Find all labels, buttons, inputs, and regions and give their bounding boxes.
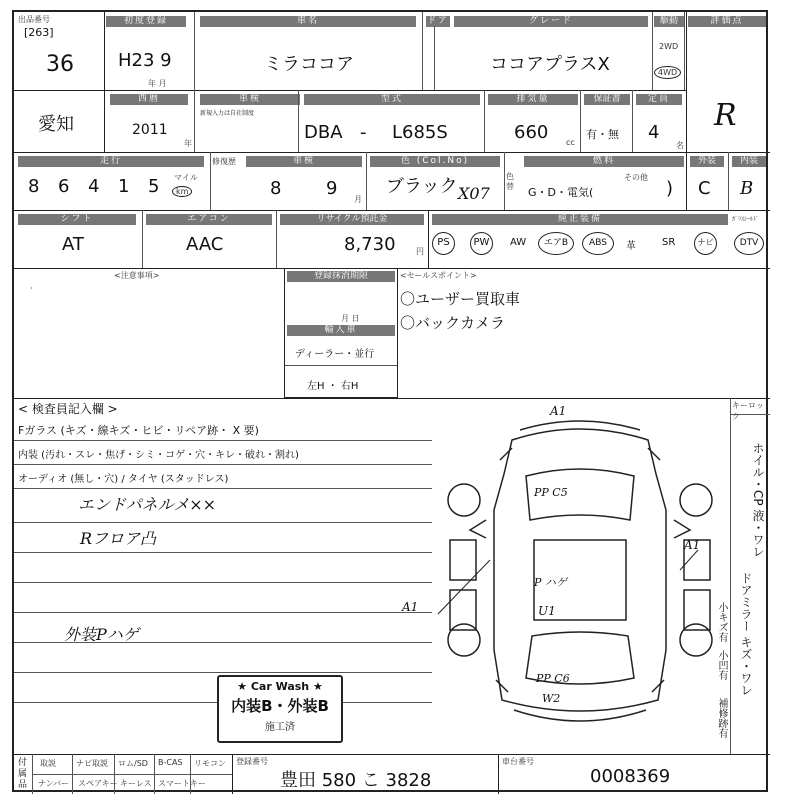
- score-value: R: [714, 98, 737, 133]
- aircon: AAC: [186, 234, 224, 255]
- notes-dot: ·: [30, 284, 33, 293]
- lot-label: 出品番号: [18, 15, 50, 24]
- inspector-label: < 検査員記入欄 >: [18, 402, 118, 416]
- color-name: ブラック: [386, 176, 458, 197]
- mileage-label: 走行: [18, 156, 204, 167]
- mark-left-a1: A1: [402, 600, 419, 614]
- acc-keyless: キーレス: [120, 779, 152, 788]
- name-label: 車名: [200, 16, 416, 27]
- equipment-note: ｶﾞﾗｽｼｰﾙﾄﾞ: [732, 216, 760, 223]
- handwritten-note-2: Rフロア凸: [80, 529, 157, 548]
- registration-box: [284, 268, 398, 398]
- model-prefix: DBA: [304, 122, 343, 143]
- model-dash: -: [360, 122, 367, 143]
- first-reg-units: 年 月: [148, 79, 167, 88]
- accessories-label: 付属品: [18, 758, 28, 790]
- repair-note: 補修跡有: [716, 698, 727, 738]
- displacement: 660: [514, 122, 549, 143]
- capacity-label: 定員: [636, 94, 682, 105]
- fuel: G・D・電気(: [528, 186, 594, 199]
- notes-label: <注意事項>: [114, 271, 160, 280]
- equip-abs: ABS: [582, 232, 614, 255]
- warranty: 有・無: [586, 128, 619, 141]
- dealer-option: ディーラー・並行: [295, 349, 375, 360]
- acc-bcas: B-CAS: [158, 758, 183, 767]
- mileage-digit: 5: [148, 176, 160, 197]
- equip-navi: ナビ: [694, 232, 717, 255]
- sales-label: <セールスポイント>: [400, 271, 477, 280]
- equip-leather: 革: [626, 241, 636, 252]
- year-label: 西暦: [110, 94, 188, 105]
- drive-2wd: 2WD: [659, 42, 679, 51]
- inspection-label-2: 車検: [200, 94, 300, 105]
- inspection-year: 8: [270, 178, 282, 199]
- equip-dtv: DTV: [734, 232, 764, 255]
- recycle-label: リサイクル預託金: [280, 214, 424, 225]
- interior-label: 内装: [732, 156, 766, 167]
- door-label: ドア: [427, 16, 449, 26]
- mileage-digit: 1: [118, 176, 130, 197]
- displacement-unit: cc: [566, 138, 575, 147]
- reg-limit-label: 登録抹消期限: [287, 271, 395, 282]
- auction-sheet: [12, 10, 768, 792]
- sales-point: 〇バックカメラ: [400, 314, 506, 332]
- interior-grade: B: [740, 178, 754, 199]
- shift-label: シフト: [18, 214, 136, 225]
- chassis-number: 0008369: [590, 766, 671, 787]
- small-scratch-note: 小キズ有: [716, 602, 727, 642]
- plate-number: 豊田 580 こ 3828: [280, 770, 432, 791]
- note-small: 新規入力は自社制度: [200, 110, 255, 117]
- equipment-label: 純正装備: [432, 214, 728, 225]
- wheel-note: ホイル・CP 液・ワレ: [751, 442, 765, 558]
- capacity-unit: 名: [676, 141, 684, 150]
- year-unit: 年: [184, 139, 192, 148]
- shift: AT: [62, 234, 84, 255]
- equip-airbag: エアB: [538, 232, 574, 255]
- sales-point: 〇ユーザー買取車: [400, 290, 521, 308]
- mark-roof: P ハゲ: [534, 576, 567, 589]
- acc-navi-manual: ナビ取説: [76, 759, 108, 768]
- first-reg-label: 初度登録: [106, 16, 186, 27]
- mileage-digit: 4: [88, 176, 100, 197]
- line-audio: オーディオ (無し・穴) / タイヤ (スタッドレス): [18, 474, 229, 485]
- chassis-label: 車台番号: [502, 757, 534, 766]
- mileage-unit-km: km: [172, 186, 192, 197]
- model-label: 型式: [304, 94, 480, 105]
- car-name: ミラココア: [264, 54, 354, 75]
- lot-bracket: [263]: [24, 26, 54, 39]
- first-reg: H23 9: [118, 50, 172, 71]
- mileage-unit-mile: マイル: [174, 173, 198, 182]
- warranty-label: 保証書: [584, 94, 630, 105]
- mileage-digit: 8: [28, 176, 40, 197]
- handwritten-note-1: エンドパネルメ××: [78, 495, 217, 514]
- mark-rear: PP C6: [536, 672, 570, 685]
- inspection-month: 9: [326, 178, 338, 199]
- stamp-title: ★ Car Wash ★: [237, 680, 323, 693]
- grade-label: グレード: [454, 16, 648, 27]
- color-change-label: 色替: [506, 172, 514, 191]
- plate-label: 登録番号: [236, 757, 268, 766]
- fuel-other: その他: [624, 173, 648, 182]
- color-label: 色 (Col.No): [370, 156, 500, 167]
- capacity: 4: [648, 122, 660, 143]
- reg-units: 月 日: [341, 314, 360, 323]
- inspection-label-3: 車検: [246, 156, 362, 167]
- acc-smart-key: スマートキー: [158, 779, 206, 788]
- mark-right-a1: A1: [684, 538, 701, 552]
- mark-roof-u1: U1: [538, 604, 556, 618]
- acc-plate: ナンバー: [38, 779, 70, 788]
- mark-rear-w2: W2: [542, 692, 561, 705]
- score-label: 評価点: [688, 16, 766, 27]
- drive-4wd-circled: 4WD: [654, 66, 681, 79]
- acc-rom-sd: ロム/SD: [118, 759, 148, 768]
- mark-front-a1: A1: [550, 404, 567, 418]
- aircon-label: エアコン: [146, 214, 272, 225]
- equip-ps: PS: [432, 232, 455, 255]
- fuel-label: 燃料: [524, 156, 684, 167]
- recycle-unit: 円: [416, 247, 424, 256]
- exterior-label: 外装: [690, 156, 724, 167]
- line-glass: Fガラス (キズ・線キズ・ヒビ・リペア跡・ X 要): [18, 424, 259, 437]
- fuel-close: ): [666, 178, 674, 199]
- lot-number: 36: [46, 52, 74, 77]
- model-code: L685S: [392, 122, 448, 143]
- keyless-label: キーロック: [732, 401, 764, 421]
- acc-manual: 取説: [40, 759, 56, 768]
- steering-option: 左H ・ 右H: [307, 381, 359, 392]
- region: 愛知: [38, 114, 74, 135]
- mark-hood: PP C5: [534, 486, 568, 499]
- acc-remote: リモコン: [194, 759, 226, 768]
- car-damage-diagram: [430, 400, 730, 752]
- stamp-done: 施工済: [265, 722, 295, 733]
- handwritten-note-3: 外装Pハゲ: [64, 625, 139, 644]
- line-interior: 内装 (汚れ・スレ・焦げ・シミ・コゲ・穴・キレ・破れ・割れ): [18, 450, 299, 461]
- drive-label: 駆動: [654, 16, 684, 27]
- stamp-body: 内装B・外装B: [231, 697, 329, 715]
- car-wash-stamp: [217, 675, 343, 743]
- recycle-fee: 8,730: [344, 234, 396, 255]
- year: 2011: [132, 122, 168, 138]
- mileage-digit: 6: [58, 176, 70, 197]
- mirror-note: ドアミラー キズ・ワレ: [739, 572, 753, 696]
- rebuilt-label: 修復歴: [212, 157, 236, 166]
- grade: ココアプラスX: [490, 54, 610, 75]
- inspection-unit: 月: [354, 195, 362, 204]
- equip-pw: PW: [470, 232, 493, 255]
- exterior-grade: C: [698, 178, 711, 199]
- import-label: 輸入車: [287, 325, 395, 336]
- displacement-label: 排気量: [488, 94, 578, 105]
- acc-spare-key: スペアキー: [78, 779, 118, 788]
- small-dent-note: 小凹有: [716, 650, 727, 680]
- color-code: X07: [458, 184, 490, 203]
- equip-aw: AW: [510, 237, 527, 248]
- equip-sunroof: SR: [662, 237, 676, 248]
